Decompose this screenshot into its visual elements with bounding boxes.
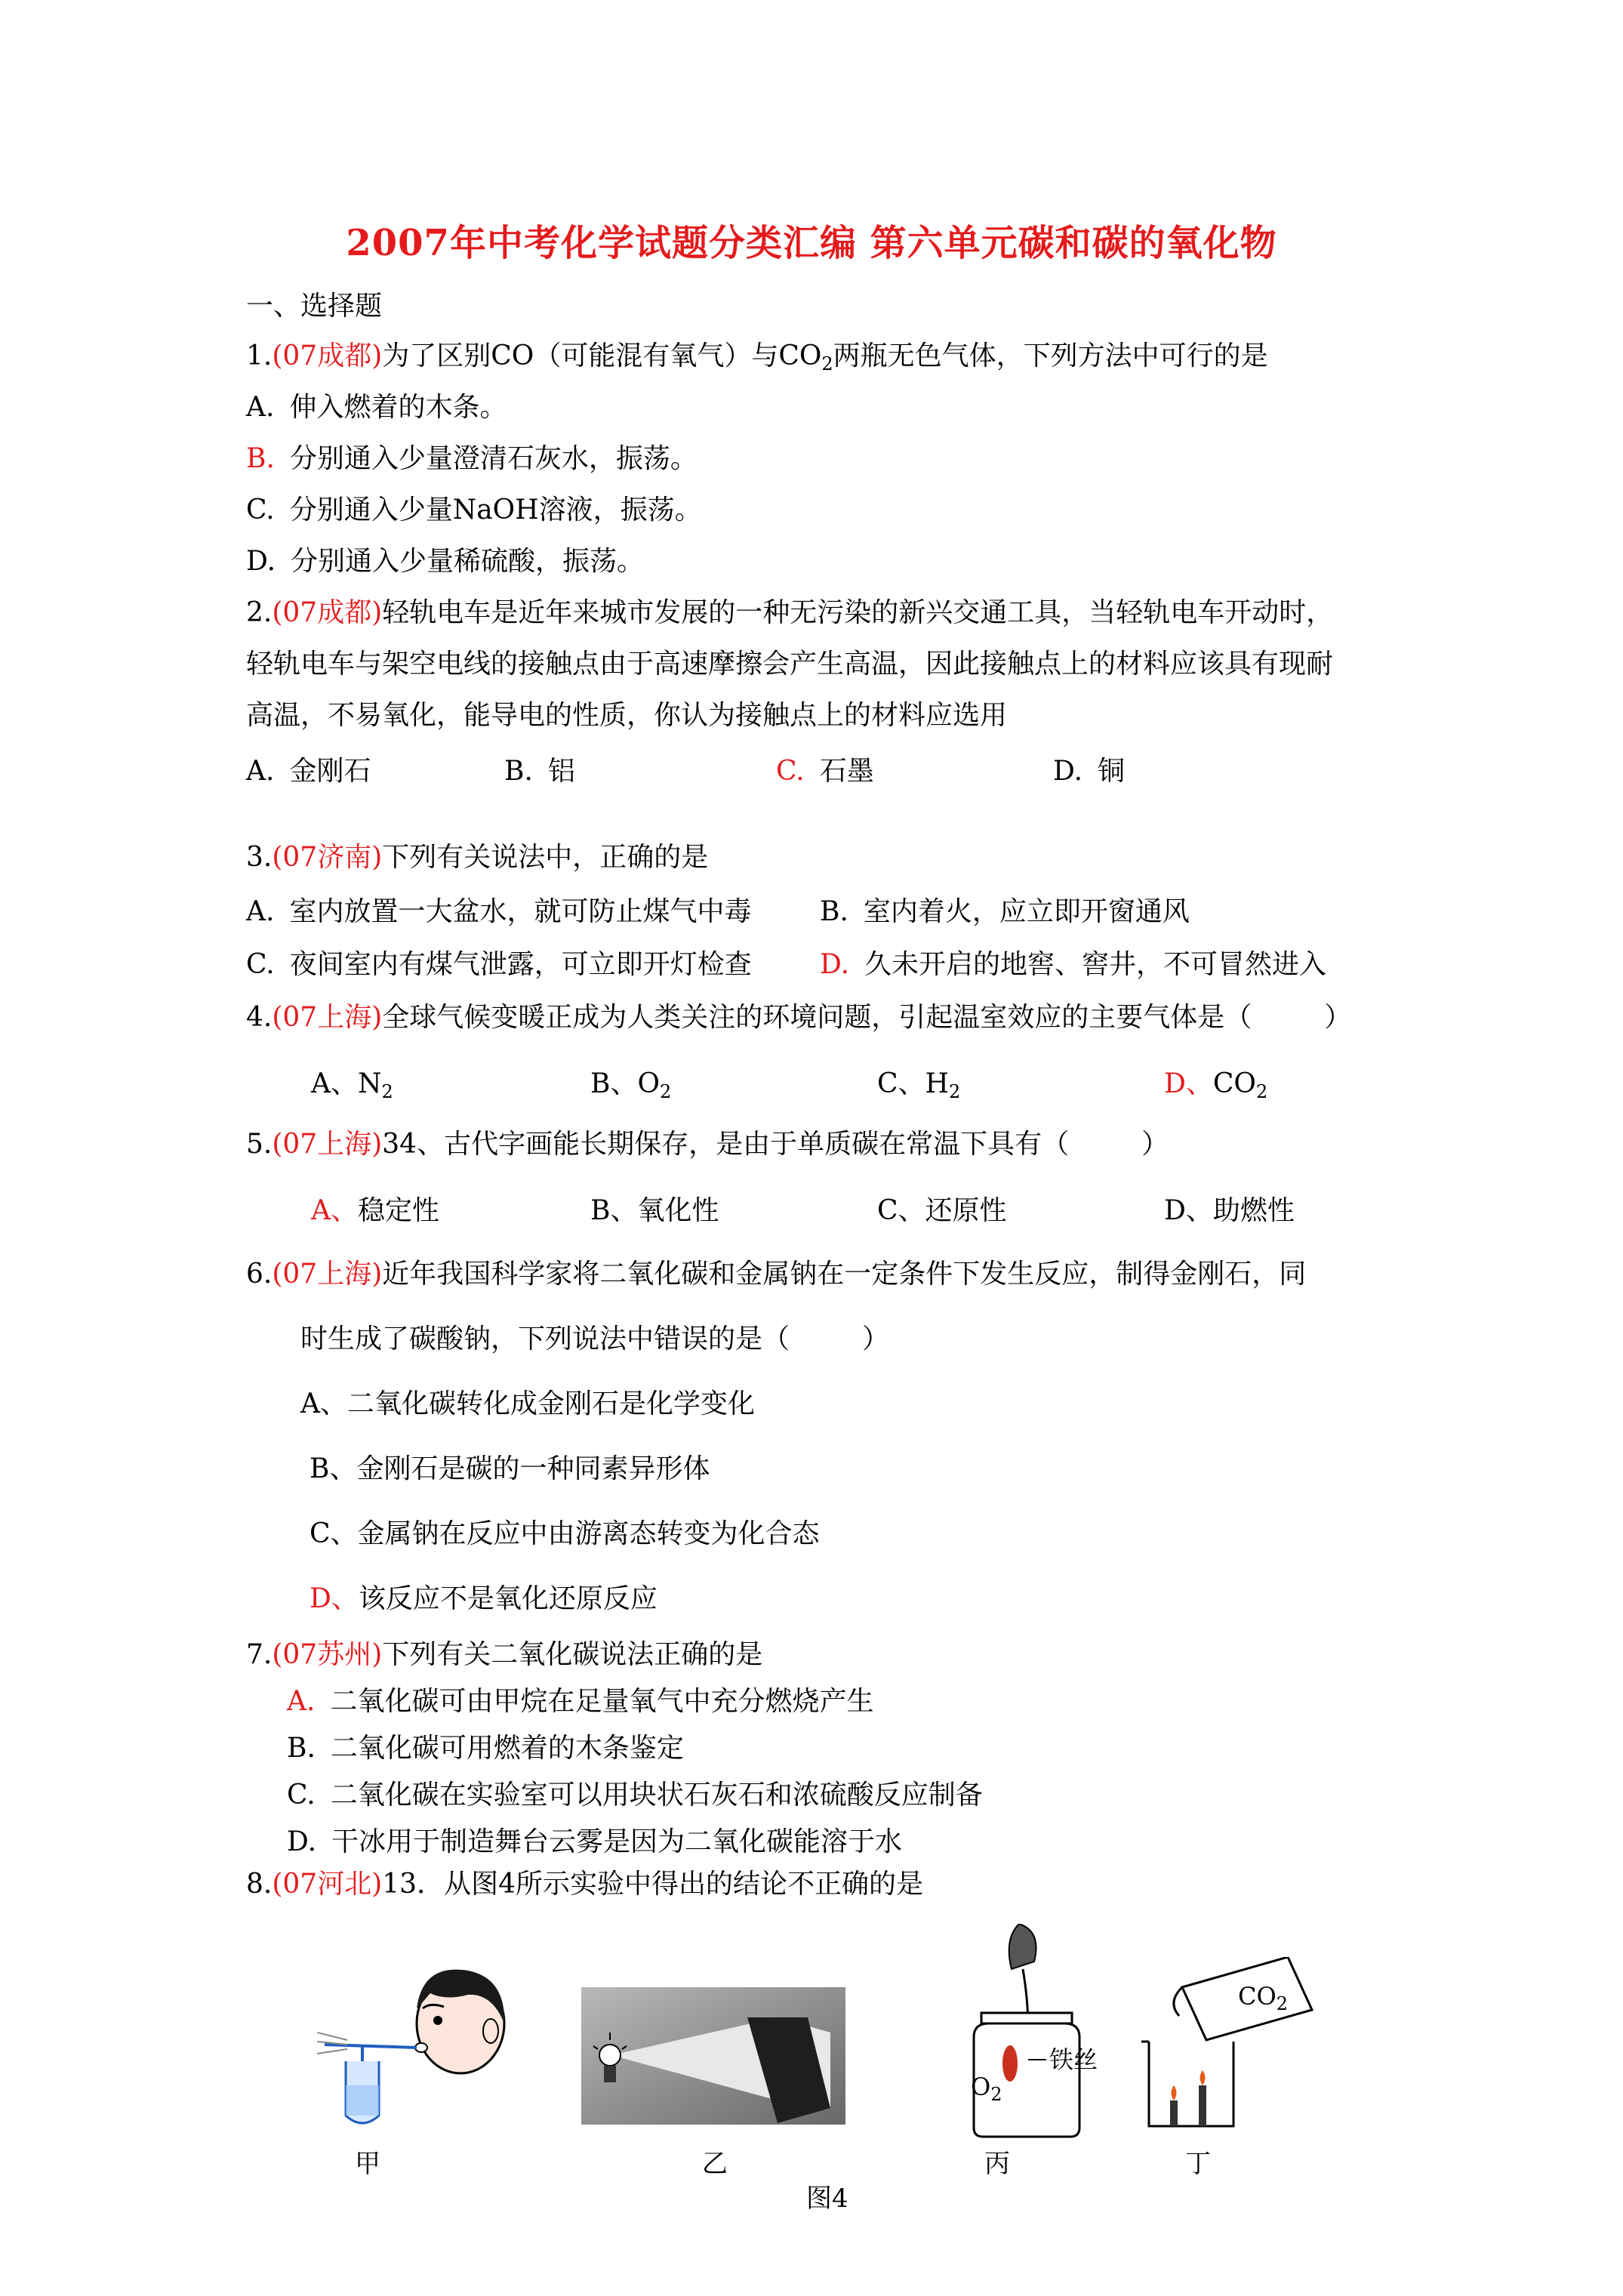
figure-caption: 图4 <box>806 2184 848 2214</box>
question-2-option-d: D. 铜 <box>1053 756 1126 787</box>
question-1-option-a: A. 伸入燃着的木条。 <box>246 392 507 423</box>
question-8-stem: 8.(07河北)13．从图4所示实验中得出的结论不正确的是 <box>246 1869 923 1900</box>
question-source: (07济南) <box>272 842 383 873</box>
question-7-stem: 7.(07苏州)下列有关二氧化碳说法正确的是 <box>246 1639 763 1670</box>
question-source: (07苏州) <box>272 1639 383 1670</box>
answer-letter: B. <box>246 443 275 474</box>
question-2-option-a: A. 金刚石 <box>246 756 371 787</box>
question-source: (07成都) <box>272 597 383 628</box>
question-3-stem: 3.(07济南)下列有关说法中，正确的是 <box>246 842 709 873</box>
figure-label-yi: 乙 <box>702 2149 728 2179</box>
question-5-option-a: A、稳定性 <box>311 1195 440 1226</box>
question-4-option-b: B、$O_2$ <box>590 1068 672 1102</box>
figure-label-jia: 甲 <box>355 2149 380 2179</box>
question-source: (07上海) <box>272 1259 383 1290</box>
question-6-option-d: D、该反应不是氧化还原反应 <box>310 1583 658 1614</box>
answer-letter: A. <box>287 1686 316 1717</box>
answer-letter: D、 <box>310 1583 359 1614</box>
document-title: 2007年中考化学试题分类汇编 第六单元碳和碳的氧化物 <box>346 222 1277 264</box>
co2-bottle-label: $CO_2$ <box>1238 1982 1288 2014</box>
question-source: (07河北) <box>272 1869 383 1900</box>
question-1-option-c: C. 分别通入少量NaOH溶液，振荡。 <box>246 495 702 525</box>
question-7-option-a: A. 二氧化碳可由甲烷在足量氧气中充分燃烧产生 <box>287 1686 874 1717</box>
answer-letter: D、 <box>1164 1068 1213 1099</box>
question-source: (07上海) <box>272 1002 383 1033</box>
question-3-option-c: C. 夜间室内有煤气泄露，可立即开灯检查 <box>246 949 752 980</box>
question-6-option-a: A、二氧化碳转化成金刚石是化学变化 <box>300 1388 756 1419</box>
figure-bing-illustration <box>959 1924 1087 2138</box>
question-6-stem: 6.(07上海)近年我国科学家将二氧化碳和金属钠在一定条件下发生反应，制得金刚石，同 <box>246 1259 1307 1290</box>
question-2-option-b: B. 铝 <box>504 756 575 787</box>
figure-yi-illustration <box>581 1987 845 2125</box>
question-1-option-d: D. 分别通入少量稀硫酸，振荡。 <box>246 546 645 577</box>
question-2-stem: 2.(07成都)轻轨电车是近年来城市发展的一种无污染的新兴交通工具，当轻轨电车开动时， <box>246 597 1334 628</box>
question-4-option-c: C、$H_2$ <box>877 1068 961 1102</box>
question-5-option-c: C、还原性 <box>877 1195 1007 1226</box>
question-7-option-b: B. 二氧化碳可用燃着的木条鉴定 <box>287 1733 684 1764</box>
question-1-option-b: B. 分别通入少量澄清石灰水，振荡。 <box>246 443 698 474</box>
question-1-stem: 1.(07成都)为了区别CO（可能混有氧气）与$CO_2$两瓶无色气体，下列方法中可行的是 <box>246 341 1268 374</box>
question-4-option-a: A、$N_2$ <box>311 1068 393 1102</box>
question-5-option-b: B、氧化性 <box>590 1195 719 1226</box>
question-4-option-d: D、$CO_2$ <box>1164 1068 1268 1102</box>
question-3-option-b: B. 室内着火，应立即开窗通风 <box>820 896 1190 927</box>
question-6-option-c: C、金属钠在反应中由游离态转变为化合态 <box>310 1518 820 1549</box>
question-5-stem: 5.(07上海)34、古代字画能长期保存，是由于单质碳在常温下具有（ ） <box>246 1129 1169 1160</box>
question-7-option-c: C. 二氧化碳在实验室可以用块状石灰石和浓硫酸反应制备 <box>287 1780 983 1811</box>
question-6-stem-line-2: 时生成了碳酸钠，下列说法中错误的是（ ） <box>300 1324 890 1354</box>
figure-jia-illustration <box>317 1948 506 2129</box>
question-source: (07上海) <box>272 1129 383 1160</box>
question-2-stem-line-2: 轻轨电车与架空电线的接触点由于高速摩擦会产生高温，因此接触点上的材料应该具有现耐 <box>246 649 1334 680</box>
question-6-option-b: B、金刚石是碳的一种同素异形体 <box>310 1453 710 1484</box>
question-2-option-c: C. 石墨 <box>776 756 874 787</box>
question-3-option-a: A. 室内放置一大盆水，就可防止煤气中毒 <box>246 896 752 927</box>
question-7-option-d: D. 干冰用于制造舞台云雾是因为二氧化碳能溶于水 <box>287 1826 903 1857</box>
answer-letter: A、 <box>311 1195 358 1226</box>
question-4-stem: 4.(07上海)全球气候变暖正成为人类关注的环境问题，引起温室效应的主要气体是（ ） <box>246 1002 1352 1033</box>
figure-ding-illustration <box>1137 1957 1315 2132</box>
question-2-stem-line-3: 高温，不易氧化，能导电的性质，你认为接触点上的材料应选用 <box>246 700 1008 731</box>
question-5-option-d: D、助燃性 <box>1164 1195 1295 1226</box>
iron-wire-label: 铁丝 <box>1049 2045 1098 2074</box>
figure-label-ding: 丁 <box>1185 2149 1211 2179</box>
oxygen-label: $O_2$ <box>971 2073 1002 2105</box>
answer-letter: C. <box>776 756 805 787</box>
answer-letter: D. <box>820 949 850 980</box>
section-heading: 一、选择题 <box>246 291 383 322</box>
figure-label-bing: 丙 <box>984 2149 1010 2179</box>
question-3-option-d: D. 久未开启的地窖、窖井，不可冒然进入 <box>820 949 1327 980</box>
question-source: (07成都) <box>272 341 383 371</box>
